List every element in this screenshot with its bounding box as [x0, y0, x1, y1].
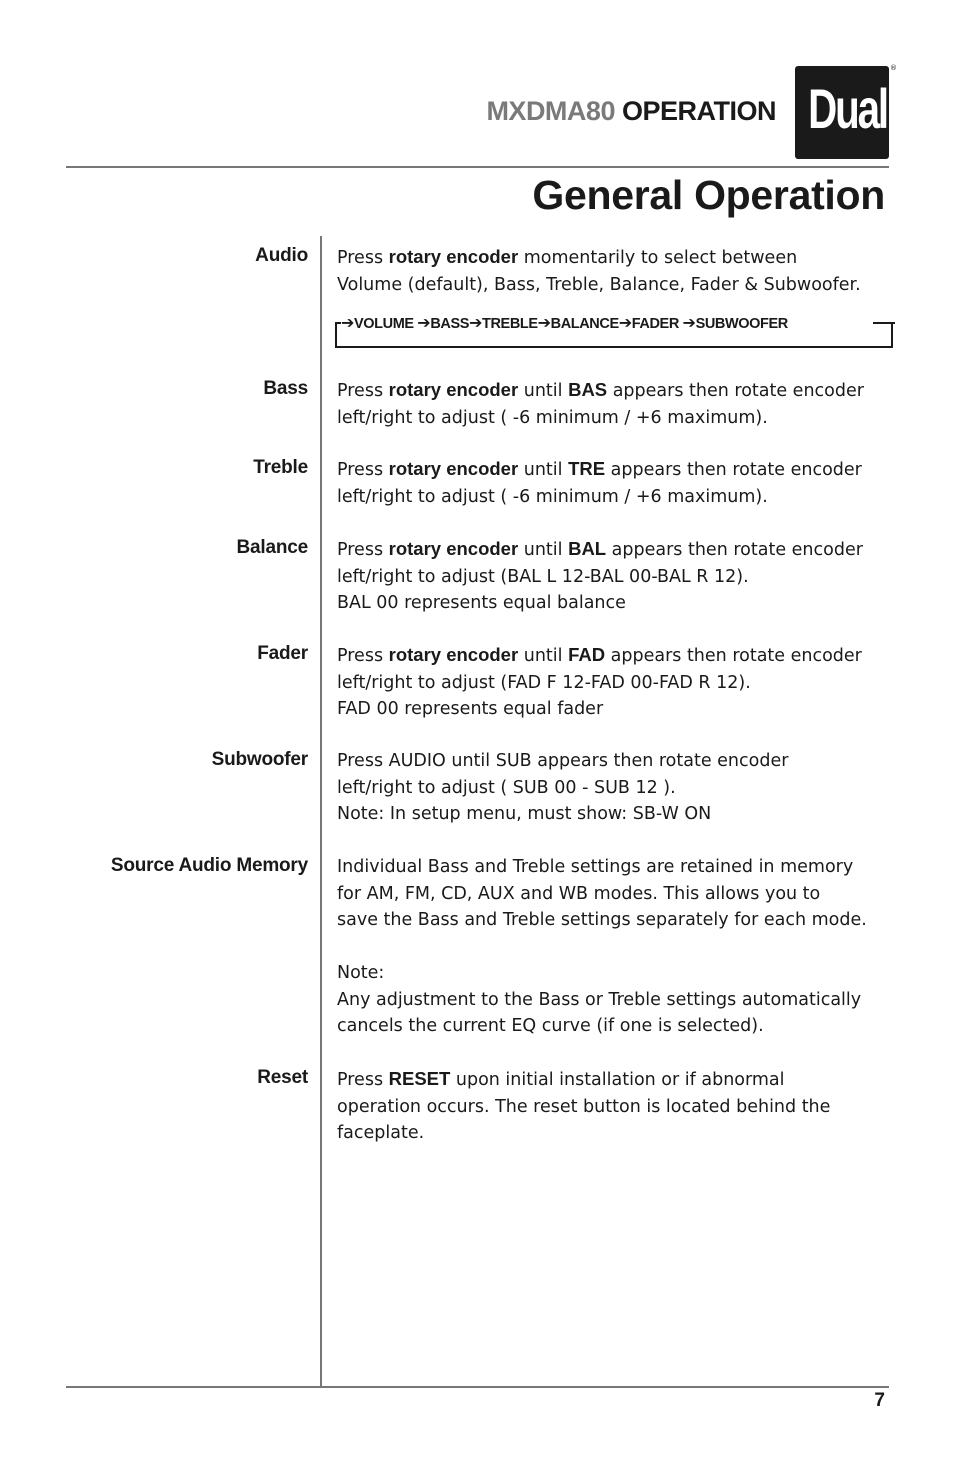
top-rule	[66, 166, 889, 168]
treble-text: Press rotary encoder until TRE appears then rotate encoder left/right to adjust ( -6 minimum / +6 maximum).	[337, 458, 862, 507]
registered-mark: ®	[890, 64, 897, 72]
header-title	[486, 96, 776, 127]
label-fader: Fader	[257, 643, 308, 664]
header-section: OPERATION	[621, 96, 776, 126]
label-treble: Treble	[253, 457, 308, 478]
flow-step: TREBLE	[482, 316, 538, 332]
flow-step: SUBWOOFER	[695, 316, 788, 332]
audio-flow-diagram	[335, 312, 895, 350]
arrow-icon: ➔	[682, 313, 696, 332]
flow-steps	[341, 312, 790, 335]
audio-text: Press rotary encoder momentarily to select between Volume (default), Bass, Treble, Balance, Fader & Subwoofer.	[337, 246, 861, 295]
column-divider	[320, 236, 322, 1388]
arrow-icon: ➔	[618, 313, 632, 332]
reset-text: Press RESET upon initial installation or if abnormal operation occurs. The reset button is located behind the faceplate.	[337, 1068, 831, 1143]
label-reset: Reset	[257, 1067, 308, 1088]
arrow-icon: ➔	[469, 313, 483, 332]
subwoofer-text: Press AUDIO until SUB appears then rotate encoder left/right to adjust ( SUB 00 - SUB 12 ). Note: In setup menu, must show: SB-W ON	[337, 751, 789, 824]
header-model: MXDMA80	[486, 96, 615, 126]
arrow-icon: ➔	[417, 313, 431, 332]
label-balance: Balance	[236, 537, 308, 558]
dual-logo	[795, 66, 889, 159]
source-audio-memory-text: Individual Bass and Treble settings are retained in memory for AM, FM, CD, AUX and WB modes. This allows you to save the Bass and Treble settings separately for each mode. Note: Any adjustment to the Bass or Treble settings automatically cancels the current EQ curve (if one is selected).	[337, 857, 867, 1036]
bottom-rule	[66, 1386, 889, 1388]
flow-step: BALANCE	[550, 316, 619, 332]
label-bass: Bass	[263, 378, 308, 399]
logo-text: Dual	[808, 77, 887, 140]
label-subwoofer: Subwoofer	[211, 749, 308, 770]
label-audio: Audio	[255, 245, 308, 266]
flow-step: BASS	[430, 316, 469, 332]
flow-step: VOLUME	[354, 316, 414, 332]
arrow-icon: ➔	[341, 313, 355, 332]
arrow-icon: ➔	[537, 313, 551, 332]
page-title: General Operation	[532, 172, 885, 218]
page-number: 7	[874, 1390, 885, 1411]
flow-step: FADER	[631, 316, 679, 332]
label-source-audio-memory: Source Audio Memory	[110, 855, 308, 876]
balance-text: Press rotary encoder until BAL appears then rotate encoder left/right to adjust (BAL L 12-BAL 00-BAL R 12). BAL 00 represents equal balance	[337, 538, 863, 613]
bass-text: Press rotary encoder until BAS appears then rotate encoder left/right to adjust ( -6 minimum / +6 maximum).	[337, 379, 864, 428]
fader-text: Press rotary encoder until FAD appears then rotate encoder left/right to adjust (FAD F 12-FAD 00-FAD R 12). FAD 00 represents equal fader	[337, 644, 862, 719]
